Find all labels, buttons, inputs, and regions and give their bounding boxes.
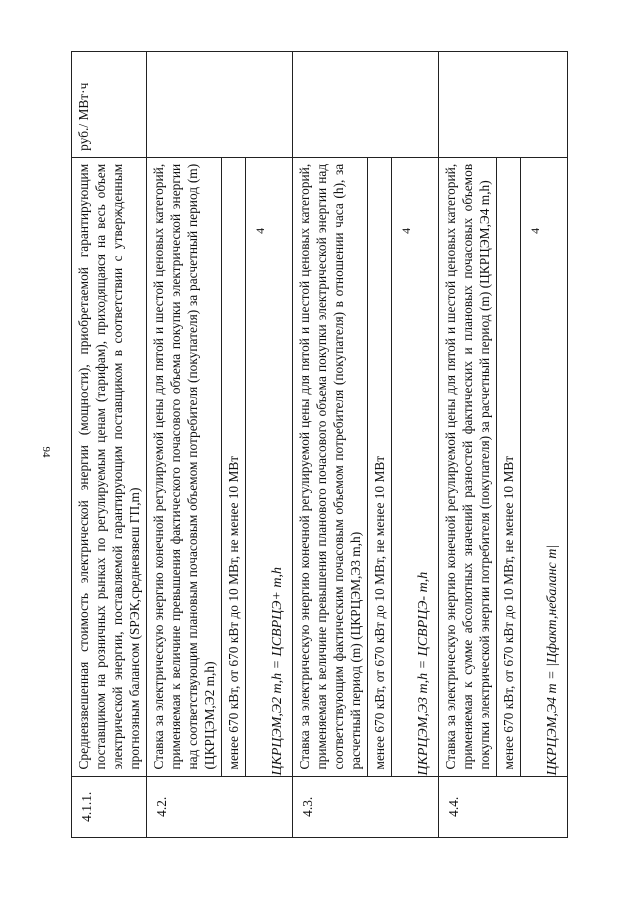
- row-number: 4.1.1.: [72, 776, 147, 837]
- table-row: [368, 52, 392, 838]
- row-number: 4.3.: [293, 776, 439, 837]
- formula-text: ЦКРЦЭМ,Э3 m,h = ЦСВРЦЭ- m,h: [416, 571, 431, 776]
- table-row: [521, 52, 568, 838]
- row-formula: [246, 157, 293, 776]
- table-row: [246, 52, 293, 838]
- row-unit: руб./ МВт·ч: [72, 52, 147, 158]
- table-row: [147, 52, 222, 838]
- row-unit-empty: [439, 52, 568, 158]
- row-voltage-range: менее 670 кВт, от 670 кВт до 10 МВт, не менее 10 МВт: [497, 157, 521, 776]
- rotated-table-container: [71, 51, 560, 838]
- formula-text: ЦКРЦЭМ,Э4 m = |Цфакт,небаланс m|: [545, 544, 560, 776]
- row-description: Ставка за электрическую энергию конечной регулируемой цены для пятой и шестой ценовых категорий, применяемая к сумме абсолютных значений разностей фактических и плановых почасовых объемов покупки электрической энергии потребителя (покупателя) за расчетный период (m) (ЦКРЦЭМ,Э4 m,h): [439, 157, 497, 776]
- row-description: Ставка за электрическую энергию конечной регулируемой цены для пятой и шестой ценовых категорий, применяемая к величине превышения фактического почасового объема покупки электрической энергии над соответствующим плановым почасовым объемом потребителя (покупателя) за расчетный период (m) (ЦКРЦЭМ,Э2 m,h): [147, 157, 222, 776]
- tariff-table: [71, 51, 568, 838]
- formula-note: 4: [528, 227, 542, 234]
- row-number: 4.2.: [147, 776, 293, 837]
- row-formula: [392, 157, 439, 776]
- row-description: Средневзвешенная стоимость электрической энергии (мощности), приобретаемой гарантирующим поставщиком на розничных рынках по регулируемым ценам (тарифам), приходящаяся на весь объем электрической энергии, поставляемой гарантирующим поставщиком в соответствии с утвержденным прогнозным балансом (SРЭК,средневзвеш ГП,m): [72, 157, 147, 776]
- table-row: [222, 52, 246, 838]
- row-voltage-range: менее 670 кВт, от 670 кВт до 10 МВт, не менее 10 МВт: [222, 157, 246, 776]
- row-description: Ставка за электрическую энергию конечной регулируемой цены для пятой и шестой ценовых категорий, применяемая к величине превышения планового почасового объема покупки электрической энергии над соответствующим фактическим почасовым объемом потребителя (покупателя) в отношении часа (h), за расчетный период (m) (ЦКРЦЭМ,Э3 m,h): [293, 157, 368, 776]
- row-voltage-range: менее 670 кВт, от 670 кВт до 10 МВт, не менее 10 МВт: [368, 157, 392, 776]
- row-number: 4.4.: [439, 776, 568, 837]
- table-row: [293, 52, 368, 838]
- formula-note: 4: [399, 227, 413, 234]
- table-row: [392, 52, 439, 838]
- table-row: [497, 52, 521, 838]
- row-unit-empty: [147, 52, 293, 158]
- formula-note: 4: [253, 227, 267, 234]
- row-formula: [521, 157, 568, 776]
- formula-text: ЦКРЦЭМ,Э2 m,h = ЦСВРЦЭ+ m,h: [270, 567, 285, 776]
- table-row: [439, 52, 497, 838]
- row-unit-empty: [293, 52, 439, 158]
- page-number: 94: [40, 446, 52, 458]
- table-row: [72, 52, 147, 838]
